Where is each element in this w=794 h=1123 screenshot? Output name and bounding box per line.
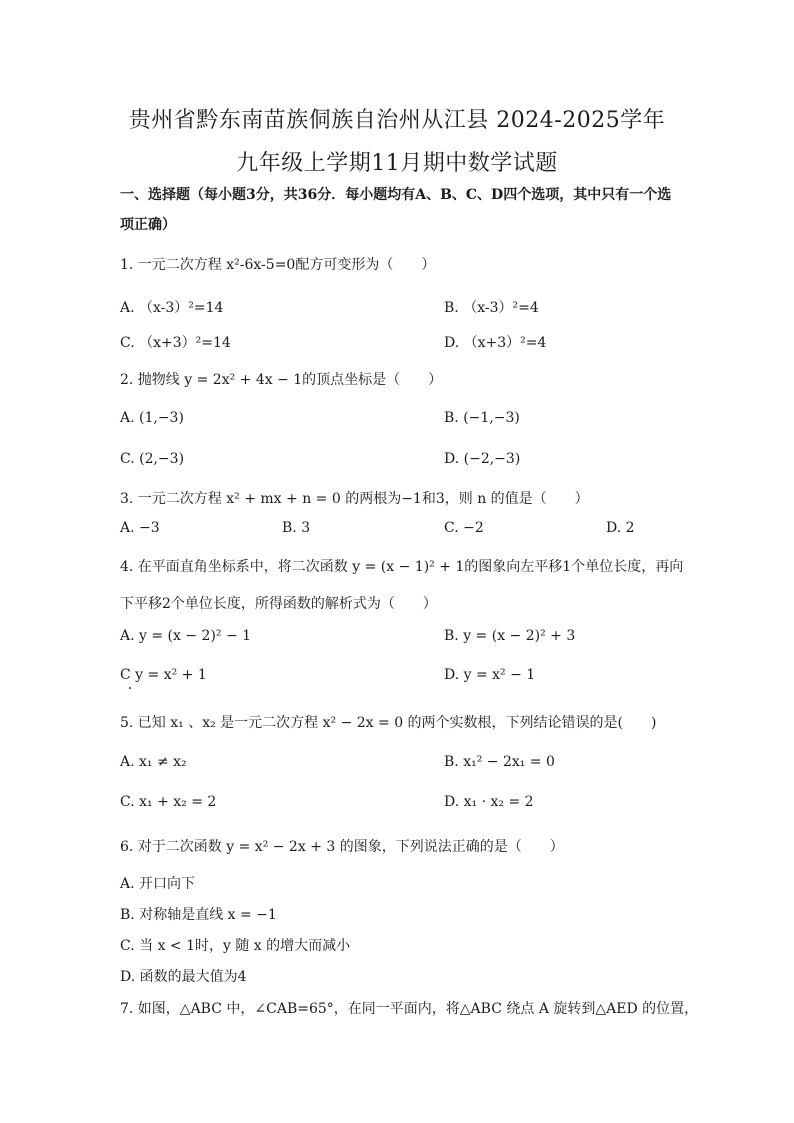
question-3-option-a: A. −3: [120, 520, 160, 536]
question-3-option-b: B. 3: [282, 520, 311, 536]
question-3-option-c: C. −2: [444, 520, 484, 536]
question-2-option-b: B. (−1,−3): [444, 410, 520, 426]
question-5-option-b: B. x₁² − 2x₁ = 0: [444, 754, 555, 770]
question-2-option-d: D. (−2,−3): [444, 451, 521, 467]
question-3-option-d: D. 2: [606, 520, 635, 536]
question-6-option-b: B. 对称轴是直线 x = −1: [120, 907, 277, 923]
title-line-1: 贵州省黔东南苗族侗族自治州从江县 2024-2025学年: [128, 108, 666, 133]
question-1-option-b: B. （x-3）²=4: [444, 300, 539, 316]
question-4-stem-line-1: 4. 在平面直角坐标系中，将二次函数 y = (x − 1)² + 1的图象向左平移1个单位长度，再向: [120, 559, 684, 575]
question-4-stem-line-2: 下平移2个单位长度，所得函数的解析式为（ ）: [120, 596, 437, 612]
question-5-option-a: A. x₁ ≠ x₂: [120, 754, 187, 770]
question-1-option-d: D. （x+3）²=4: [444, 335, 547, 351]
question-2-option-c: C. (2,−3): [120, 451, 185, 467]
question-6-option-c: C. 当 x < 1时，y 随 x 的增大而减小: [120, 938, 351, 954]
question-5-option-c: C. x₁ + x₂ = 2: [120, 794, 217, 810]
question-4-option-d: D. y = x² − 1: [444, 667, 536, 683]
stray-dot: [129, 687, 131, 689]
question-4-option-c: C y = x² + 1: [120, 667, 207, 683]
question-2-option-a: A. (1,−3): [120, 410, 184, 426]
section-heading: 一、选择题（每小题3分，共36分．每小题均有A、B、C、D四个选项，其中只有一个选项正确）: [120, 187, 672, 233]
question-3-stem: 3. 一元二次方程 x² + mx + n = 0 的两根为−1和3，则 n 的值是（ ）: [120, 491, 589, 507]
question-1-option-c: C. （x+3）²=14: [120, 335, 231, 351]
question-1-option-a: A. （x-3）²=14: [120, 300, 224, 316]
question-6-option-a: A. 开口向下: [120, 876, 196, 892]
title-line-2: 九年级上学期11月期中数学试题: [236, 151, 558, 176]
question-5-option-d: D. x₁ · x₂ = 2: [444, 794, 534, 810]
question-6-stem: 6. 对于二次函数 y = x² − 2x + 3 的图象，下列说法正确的是（ ）: [120, 839, 564, 855]
question-7-stem: 7. 如图，△ABC 中，∠CAB=65°，在同一平面内，将△ABC 绕点 A 旋转到△AED 的位置，: [120, 1001, 699, 1017]
question-5-stem: 5. 已知 x₁ 、x₂ 是一元二次方程 x² − 2x = 0 的两个实数根，下列结论错误的是( ): [120, 715, 657, 731]
question-1-stem: 1. 一元二次方程 x²-6x-5=0配方可变形为（ ）: [120, 257, 436, 273]
question-4-option-b: B. y = (x − 2)² + 3: [444, 628, 576, 644]
question-2-stem: 2. 抛物线 y = 2x² + 4x − 1的顶点坐标是（ ）: [120, 372, 443, 388]
question-4-option-a: A. y = (x − 2)² − 1: [120, 628, 252, 644]
question-6-option-d: D. 函数的最大值为4: [120, 969, 247, 985]
